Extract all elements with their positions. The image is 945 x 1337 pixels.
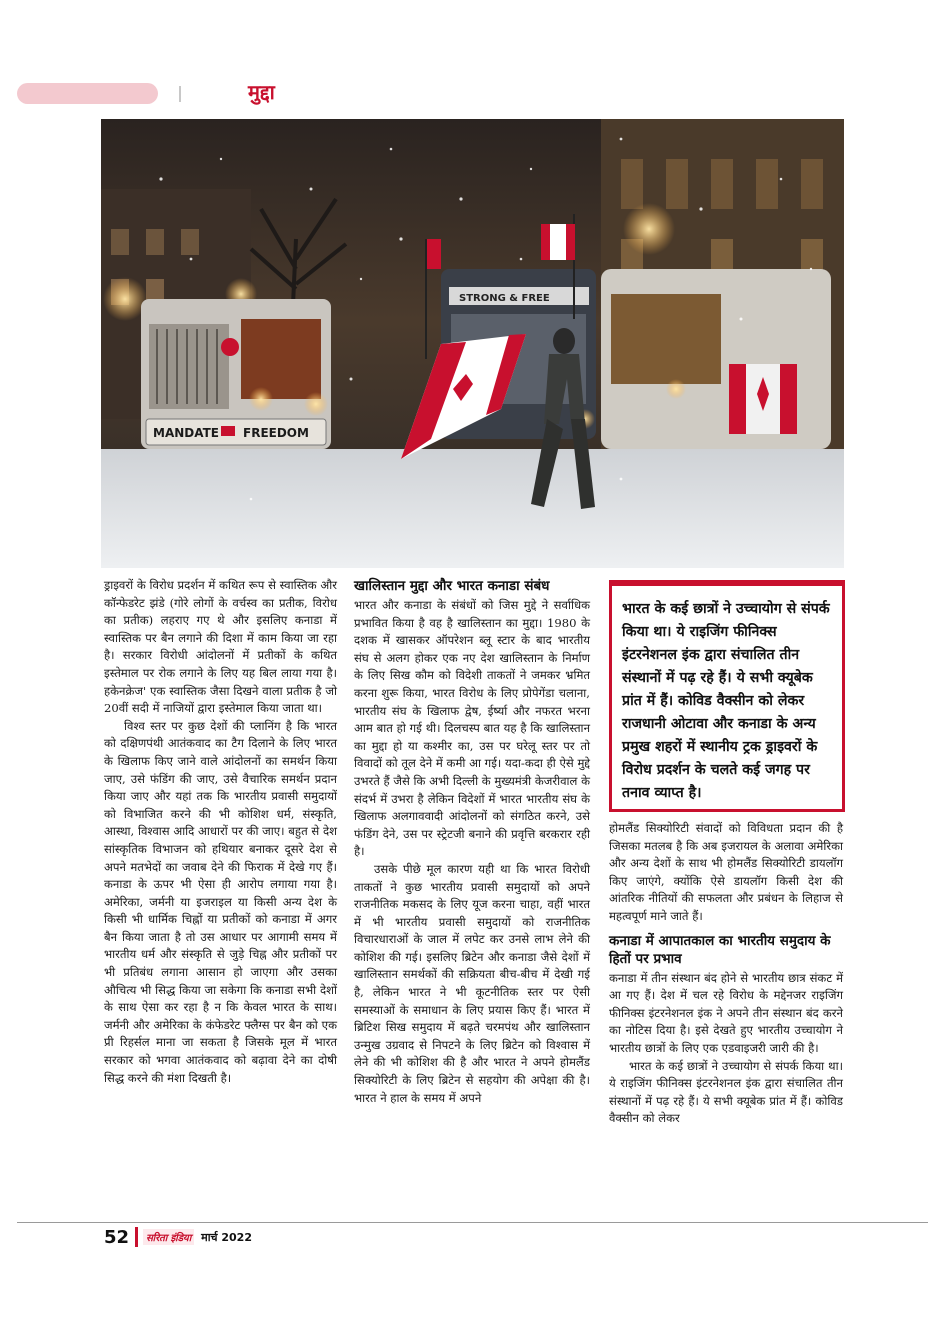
truck-sign-text: MANDATE: [153, 426, 219, 440]
column-right: [609, 820, 843, 1128]
col2-paragraph-2: उसके पीछे मूल कारण यही था कि भारत विरोधी ताकतों ने कुछ भारतीय प्रवासी समुदायों को अपने राजनीतिक मकसद के लिए यूज करना चाहा, वहीं भारत में भी भारतीय प्रवासी समुदायों को राजनीतिक विचारधाराओं के जाल में लपेट कर उनसे लाभ लेने की कोशिश की गई। इसलिए ब्रिटेन और कनाडा जैसे देशों में खालिस्तान समर्थकों की सक्रियता बीच-बीच में देखी गई है, लेकिन भारत ने भी कूटनीतिक स्तर पर ऐसी समस्याओं के समाधान के लिए प्रयास किए हैं। भारत में ब्रिटिश सिख समुदाय में बढ़ते चरमपंथ और खालिस्तान उन्मुख उग्रवाद से निपटने के लिए ब्रिटेन को विश्वास में लेने की भी कोशिश की है और भारत ने अपने होमलैंड सिक्योरिटी के लिए ब्रिटेन से सहयोग की अपेक्षा की है। भारत ने हाल के समय में अपने: [354, 861, 590, 1105]
page-number: 52: [104, 1226, 130, 1248]
truck-grille-text: STRONG & FREE: [459, 293, 550, 304]
col1-paragraph-2: विश्व स्तर पर कुछ देशों की प्लानिंग है कि भारत को दक्षिणपंथी आतंकवाद का टैग दिलाने के लिए भारत के खिलाफ किए जाने वाले आंदोलनों का समर्थन किया जाए, उसे फंडिंग की जाए, उसे वैचारिक समर्थन प्रदान किया जाए और यहां तक कि भारतीय प्रवासी समुदायों को विभाजित करने की भी कोशिश धर्म, संस्कृति, आस्था, विश्वास आदि आधारों पर की जाए। बहुत से देश सांस्कृतिक विभाजन को हथियार बनाकर दूसरे देश से अपने मतभेदों का जवाब देने की फिराक में देखे गए हैं। कनाडा के ऊपर भी ऐसा ही आरोप लगाया गया है। अमेरिका, जर्मनी या इजराइल या किसी अन्य देश के किसी भी धार्मिक चिह्नों या प्रतीकों को कनाडा में अगर बैन किया जाता है तो उस आधार पर आगामी समय में भारतीय धर्म और संस्कृति से जुड़े चिह्न और प्रतीकों पर भी प्रतिबंध लगाना आसान हो जाएगा और उसका औचित्य भी सिद्ध किया जा सकेगा कि कनाडा सभी देशों के साथ ऐसा कर रहा है न कि केवल भारत के साथ। जर्मनी और अमेरिका के कंफेडरेट फ्लैग्स पर बैन को एक प्री रिहर्सल माना जा सकता है जिसके मूल में भारत सरकार को भगवा आतंकवाद को बढ़ावा देने का दोषी सिद्ध करने की मंशा दिखती है।: [104, 718, 337, 1085]
col3-intro: होमलैंड सिक्योरिटी संवादों को विविधता प्रदान की है जिसका मतलब है कि अब इजरायल के अलावा अमेरिका और अन्य देशों के साथ भी होमलैंड सिक्योरिटी डायलॉग किए जाएंगे, क्योंकि ऐसे डायलॉग किसी देश की आंतरिक नीतियों की सफलता और प्रबंधन के लिहाज से महत्वपूर्ण माने जाते हैं।: [609, 821, 843, 923]
section-title: मुद्दा: [248, 80, 275, 104]
page-footer: [104, 1226, 252, 1248]
issue-date: मार्च 2022: [201, 1230, 252, 1244]
column-left: [104, 577, 337, 1087]
cover-photo: [101, 119, 844, 568]
pull-quote: भारत के कई छात्रों ने उच्चायोग से संपर्क किया था। ये राइजिंग फीनिक्स इंटरनेशनल इंक द्वारा संचालित तीन संस्थानों में पढ़ रहे हैं। ये सभी क्यूबेक प्रांत में हैं। कोविड वैक्सीन को लेकर राजधानी ओटावा और कनाडा के अन्य प्रमुख शहरों में स्थानीय ट्रक ड्राइवरों के विरोध प्रदर्शन के चलते कई जगह पर तनाव व्याप्त है।: [609, 580, 845, 812]
col2-heading: खालिस्तान मुद्दा और भारत कनाडा संबंध: [354, 578, 550, 594]
footer-rule: [17, 1222, 928, 1223]
col2-paragraph-1: भारत और कनाडा के संबंधों को जिस मुद्दे ने सर्वाधिक प्रभावित किया है वह है खालिस्तान का मुद्दा। 1980 के दशक में खासकर ऑपरेशन ब्लू स्टार के बाद भारतीय संघ से अलग होकर एक नए देश खालिस्तान के निर्माण के लिए सिख कौम को विदेशी ताकतों ने जमकर भ्रमित करना शुरू किया, भारत विरोध के लिए प्रोपेगेंडा चलाना, भारतीय संघ के खिलाफ द्वेष, ईर्ष्या और नफरत भरना आम बात हो गई थी। दिलचस्प बात यह है कि खालिस्तान का मुद्दा हो या कश्मीर का, उस पर घरेलू स्तर पर तो विवादों को तूल देने में कमी आ गई। यदा-कदा ही ऐसे मुद्दे उभरते हैं जैसे कि अभी दिल्ली के मुख्यमंत्री केजरीवाल के संदर्भ में उभरा है लेकिन विदेशों में भारत भारतीय संघ के खिलाफ अलगाववादी आंदोलनों को संगठित करने, उसे फंडिंग देने, उस पर स्ट्रेटजी बनाने की प्रवृत्ति बरकरार रही है।: [354, 598, 590, 859]
convoy-photo-illustration: [101, 119, 844, 568]
header-separator: [179, 86, 181, 102]
col3-heading: कनाडा में आपातकाल का भारतीय समुदाय के हितों पर प्रभाव: [609, 932, 831, 967]
column-middle: [354, 577, 590, 1107]
col3-paragraph-2: भारत के कई छात्रों ने उच्चायोग से संपर्क किया था। ये राइजिंग फीनिक्स इंटरनेशनल इंक द्वारा संचालित तीन संस्थानों में पढ़ रहे हैं। ये सभी क्यूबेक प्रांत में हैं। कोविड वैक्सीन को लेकर: [609, 1058, 843, 1126]
header-pill: [17, 83, 158, 104]
footer-bar: [135, 1227, 138, 1247]
col1-paragraph-1: ड्राइवरों के विरोध प्रदर्शन में कथित रूप से स्वास्तिक और कॉन्फेडरेट झंडे (गोरे लोगों के वर्चस्व का प्रतीक, विरोध का प्रतीक) लहराए गए थे और इसलिए कनाडा में स्वास्तिक पर बैन लगाने की दिशा में काम किया जा रहा है। सरकार विरोधी आंदोलनों में प्रतीकों के कथित इस्तेमाल पर रोक लगाने के लिए यह बिल लाया गया है। हकेनक्रेज' एक स्वास्तिक जैसा दिखने वाला प्रतीक है जो 20वीं सदी में नाजियों द्वारा इस्तेमाल किया जाता था।: [104, 578, 337, 716]
magazine-logo: सरिता इंडिया: [143, 1229, 194, 1245]
col3-paragraph-1: कनाडा में तीन संस्थान बंद होने से भारतीय छात्र संकट में आ गए हैं। देश में चल रहे विरोध के मद्देनजर राइजिंग फीनिक्स इंटरनेशनल इंक ने अपने तीन संस्थान बंद करने का नोटिस दिया है। इसे देखते हुए भारतीय उच्चायोग ने भारतीय छात्रों के लिए एक एडवाइजरी जारी की है।: [609, 970, 843, 1055]
truck-sign-text-2: FREEDOM: [243, 426, 309, 440]
